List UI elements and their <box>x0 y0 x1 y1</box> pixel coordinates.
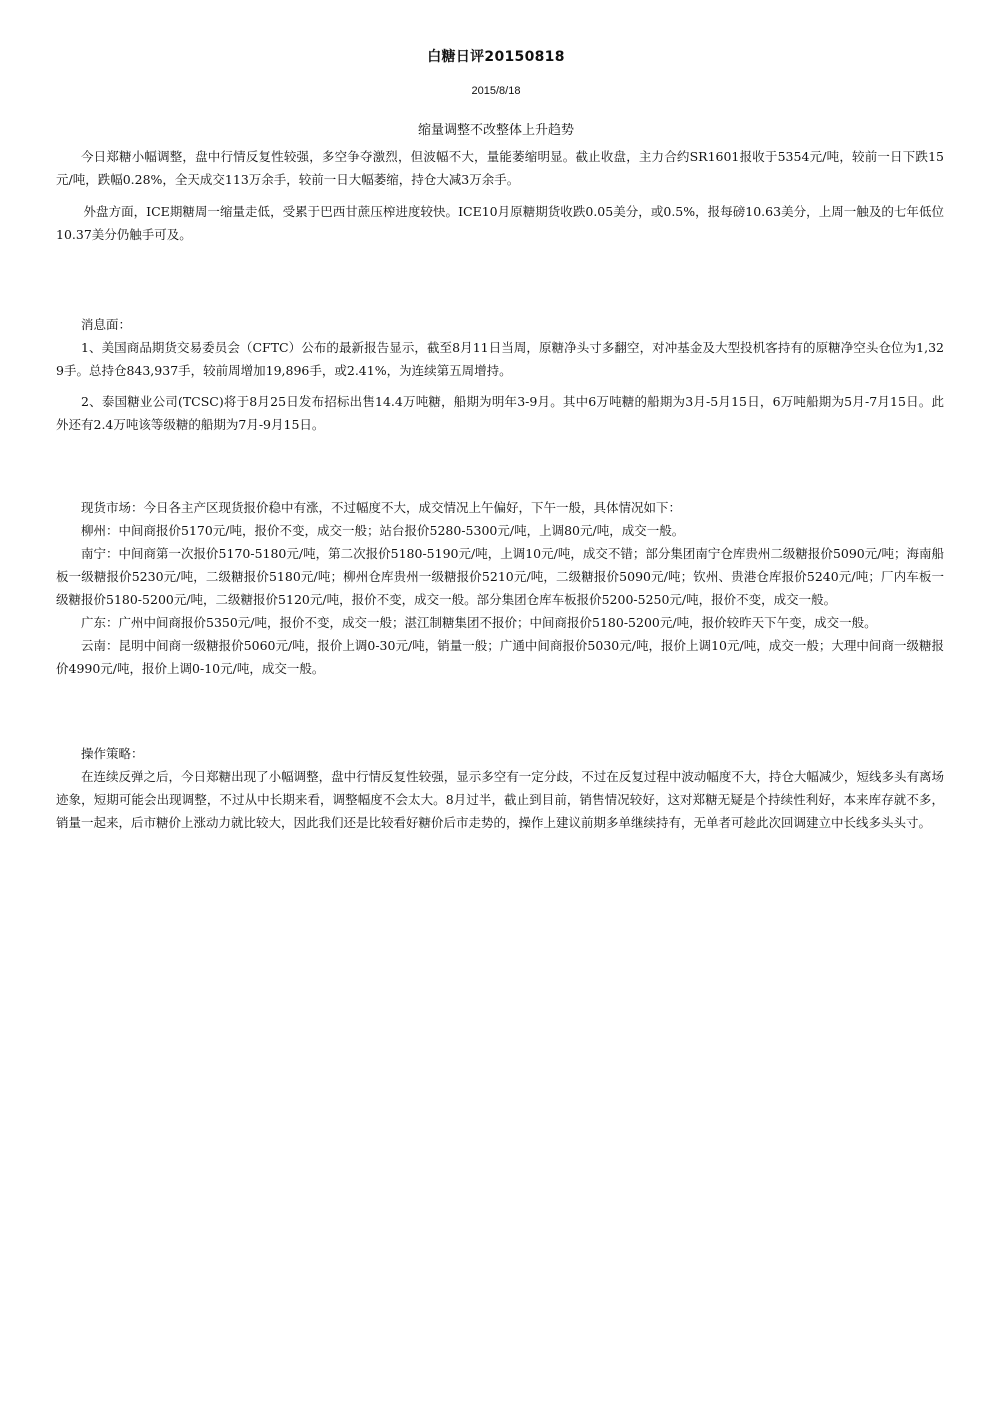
spot-market-guangdong: 广东：广州中间商报价5350元/吨，报价不变，成交一般；湛江制糖集团不报价；中间商报价5180-5200元/吨，报价较昨天下午变，成交一般。 <box>81 615 877 630</box>
news-item-1: 1、美国商品期货交易委员会（CFTC）公布的最新报告显示，截至8月11日当周，原糖净头寸多翻空，对冲基金及大型投机客持有的原糖净空头仓位为1,329手。总持仓843,937手，较前周增加19,896手，或2.41%，为连续第五周增持。 <box>56 340 944 378</box>
market-summary-domestic: 今日郑糖小幅调整，盘中行情反复性较强，多空争夺激烈，但波幅不大，量能萎缩明显。截止收盘，主力合约SR1601报收于5354元/吨，较前一日下跌15元/吨，跌幅0.28%，全天成交113万余手，较前一日大幅萎缩，持仓大减3万余手。 <box>56 149 944 187</box>
market-summary-overseas: 外盘方面，ICE期糖周一缩量走低，受累于巴西甘蔗压榨进度较快。ICE10月原糖期货收跌0.05美分，或0.5%，报每磅10.63美分，上周一触及的七年低位10.37美分仍触手可及。 <box>56 204 944 242</box>
spot-market-section <box>56 496 944 680</box>
news-heading: 消息面： <box>81 317 132 332</box>
market-summary-overseas-section <box>56 200 944 246</box>
strategy-section <box>56 742 944 834</box>
news-section <box>56 313 944 382</box>
strategy-text: 在连续反弹之后，今日郑糖出现了小幅调整，盘中行情反复性较强，显示多空有一定分歧，不过在反复过程中波动幅度不大，持仓大幅减少，短线多头有离场迹象，短期可能会出现调整，不过从中长期来看，调整幅度不会太大。8月过半，截止到目前，销售情况较好，这对郑糖无疑是个持续性利好，本来库存就不多，销量一起来，后市糖价上涨动力就比较大，因此我们还是比较看好糖价后市走势的，操作上建议前期多单继续持有，无单者可趁此次回调建立中长线多头头寸。 <box>56 769 944 830</box>
spot-market-nanning: 南宁：中间商第一次报价5170-5180元/吨，第二次报价5180-5190元/吨，上调10元/吨，成交不错；部分集团南宁仓库贵州二级糖报价5090元/吨；海南船板一级糖报价5230元/吨，二级糖报价5180元/吨；柳州仓库贵州一级糖报价5210元/吨，二级糖报价5090元/吨；钦州、贵港仓库报价5240元/吨；厂内车板一级糖报价5180-5200元/吨，二级糖报价5120元/吨，报价不变，成交一般。部分集团仓库车板报价5200-5250元/吨，报价不变，成交一般。 <box>56 546 944 607</box>
strategy-heading: 操作策略： <box>81 746 144 761</box>
spot-market-intro: 现货市场：今日各主产区现货报价稳中有涨，不过幅度不大，成交情况上午偏好，下午一般，具体情况如下： <box>81 500 682 515</box>
report-subtitle: 缩量调整不改整体上升趋势 <box>417 123 574 138</box>
report-title: 白糖日评20150818 <box>427 49 565 65</box>
report-date: 2015/8/18 <box>471 85 521 97</box>
spot-market-yunnan: 云南：昆明中间商一级糖报价5060元/吨，报价上调0-30元/吨，销量一般；广通中间商报价5030元/吨，报价上调10元/吨，成交一般；大理中间商一级糖报价4990元/吨，报价上调0-10元/吨，成交一般。 <box>56 638 944 676</box>
news-item-2: 2、泰国糖业公司(TCSC)将于8月25日发布招标出售14.4万吨糖，船期为明年3-9月。其中6万吨糖的船期为3月-5月15日，6万吨船期为5月-7月15日。此外还有2.4万吨该等级糖的船期为7月-9月15日。 <box>56 394 944 432</box>
news-item-2-section <box>56 390 944 436</box>
market-summary-domestic-section <box>56 145 944 191</box>
spot-market-liuzhou: 柳州：中间商报价5170元/吨，报价不变，成交一般；站台报价5280-5300元/吨，上调80元/吨，成交一般。 <box>81 523 685 538</box>
